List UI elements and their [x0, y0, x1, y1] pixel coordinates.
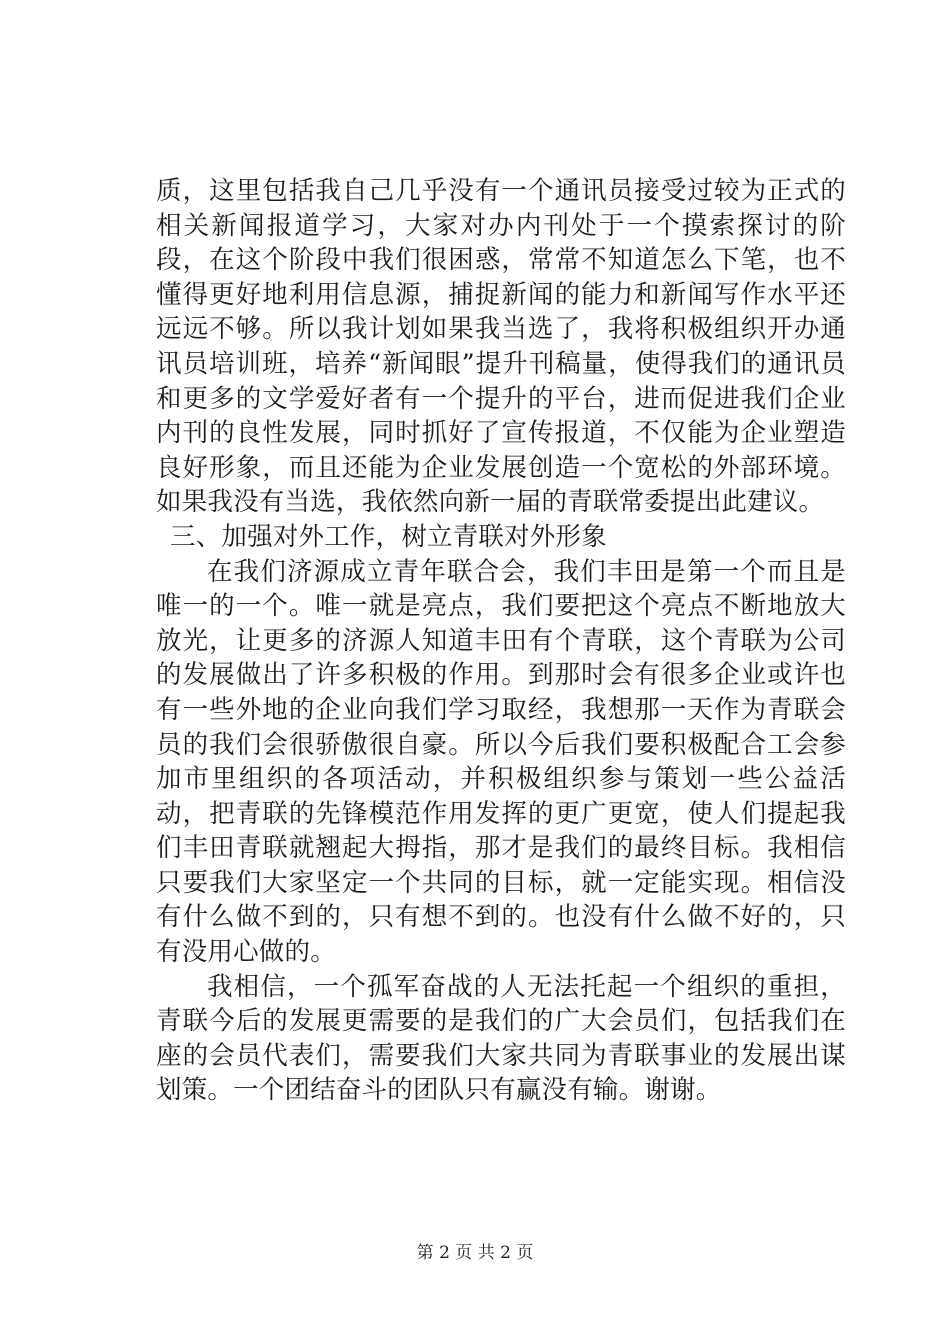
- document-body: [156, 174, 846, 1108]
- paragraph: 在我们济源成立青年联合会，我们丰田是第一个而且是唯一的一个。唯一就是亮点，我们要把这个亮点不断地放大放光，让更多的济源人知道丰田有个青联，这个青联为公司的发展做出了许多积极的作用。到那时会有很多企业或许也有一些外地的企业向我们学习取经，我想那一天作为青联会员的我们会很骄傲很自豪。所以今后我们要积极配合工会参加市里组织的各项活动，并积极组织参与策划一些公益活动，把青联的先锋模范作用发挥的更广更宽，使人们提起我们丰田青联就翘起大拇指，那才是我们的最终目标。我相信只要我们大家坚定一个共同的目标，就一定能实现。相信没有什么做不到的，只有想不到的。也没有什么做不好的，只有没用心做的。: [156, 556, 846, 968]
- page-number: 第 2 页 共 2 页: [416, 1243, 534, 1263]
- paragraph-closing: 我相信，一个孤军奋战的人无法托起一个组织的重担，青联今后的发展更需要的是我们的广大会员们，包括我们在座的会员代表们，需要我们大家共同为青联事业的发展出谋划策。一个团结奋斗的团队只有赢没有输。谢谢。: [156, 971, 846, 1106]
- paragraph-continued: 质，这里包括我自己几乎没有一个通讯员接受过较为正式的相关新闻报道学习，大家对办内刊处于一个摸索探讨的阶段，在这个阶段中我们很困惑，常常不知道怎么下笔，也不懂得更好地利用信息源，捕捉新闻的能力和新闻写作水平还远远不够。所以我计划如果我当选了，我将积极组织开办通讯员培训班，培养“新闻眼”提升刊稿量，使得我们的通讯员和更多的文学爱好者有一个提升的平台，进而促进我们企业内刊的良性发展，同时抓好了宣传报道，不仅能为企业塑造良好形象，而且还能为企业发展创造一个宽松的外部环境。如果我没有当选，我依然向新一届的青联常委提出此建议。: [156, 176, 846, 518]
- section-heading: 三、加强对外工作，树立青联对外形象: [170, 521, 607, 552]
- page-footer: [0, 1243, 950, 1263]
